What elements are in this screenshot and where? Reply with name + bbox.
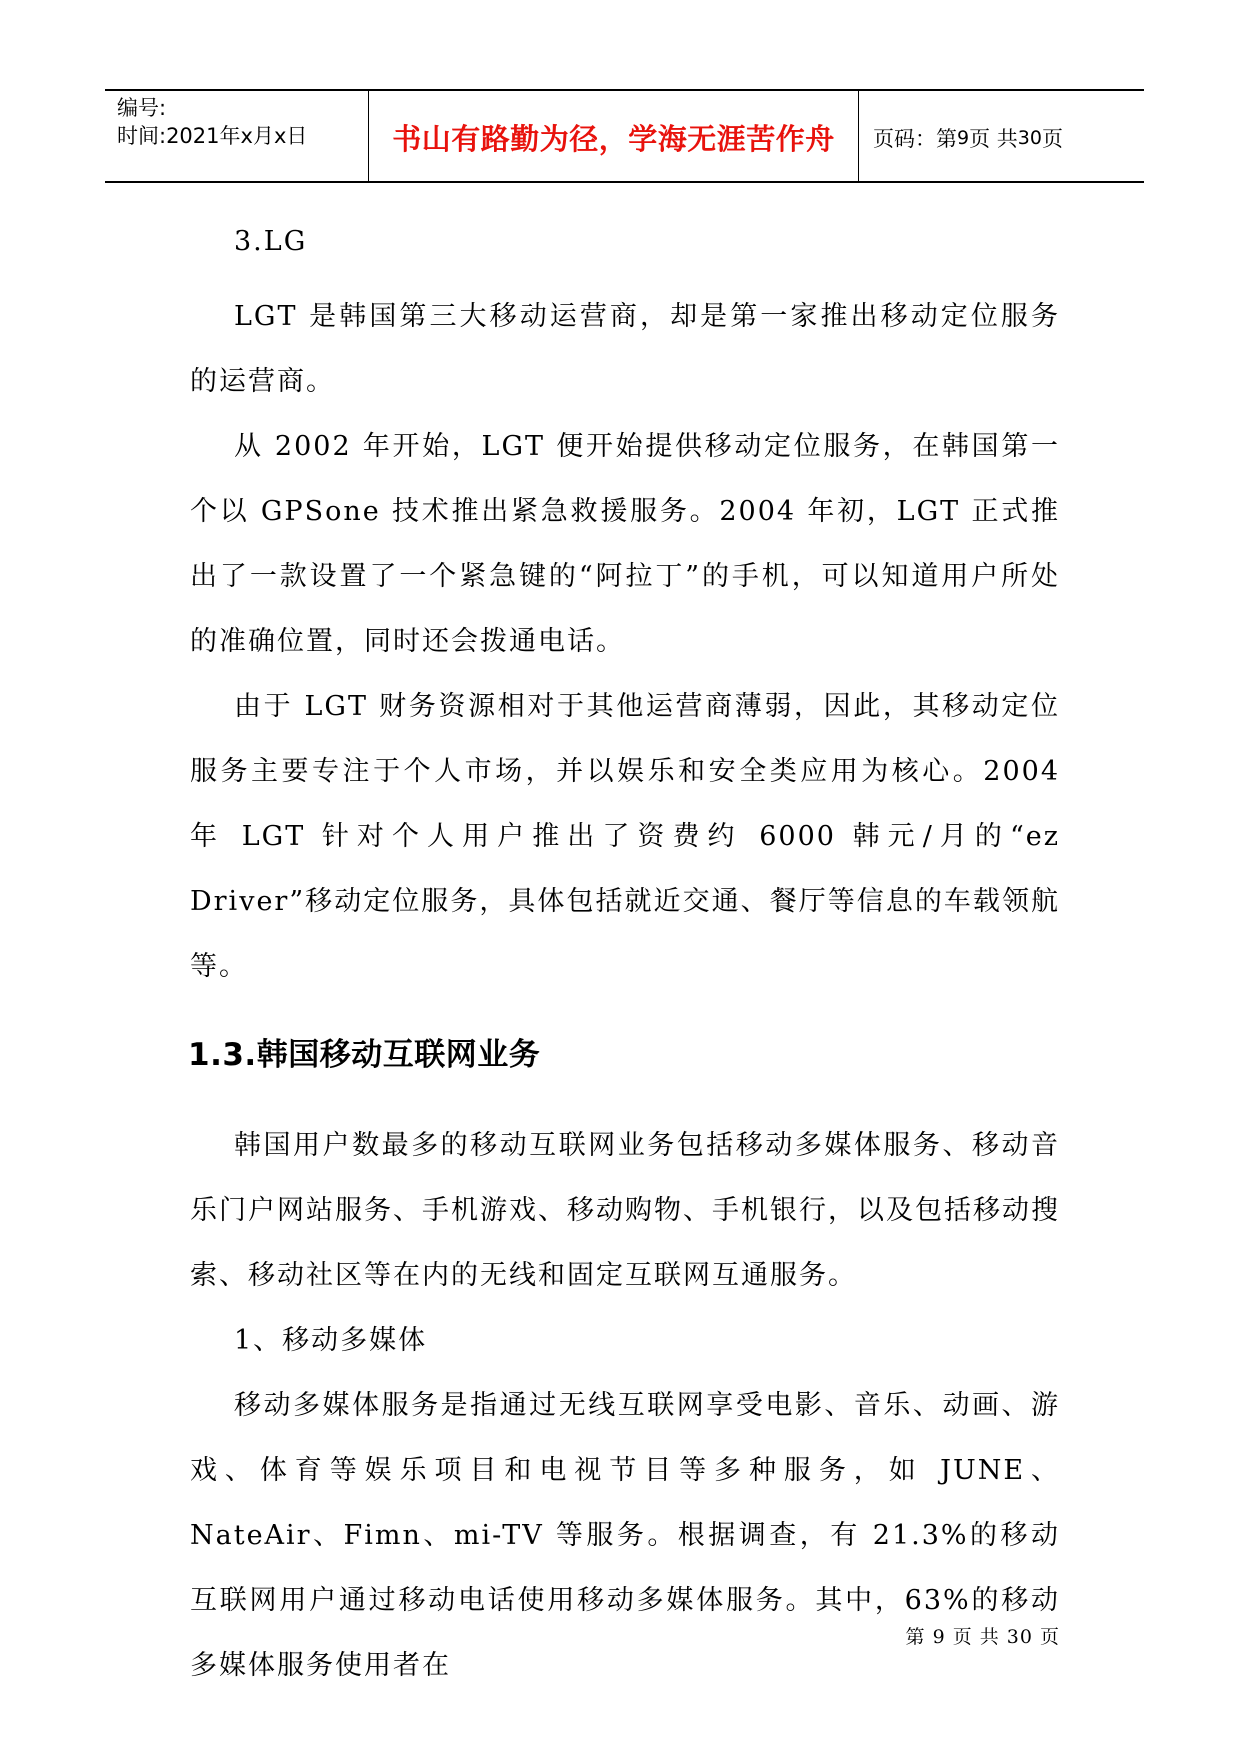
header-page-cell [859, 91, 1144, 181]
page-suffix: 页 [1041, 127, 1063, 151]
section-lg-label: 3.LG [234, 226, 308, 257]
header-info-cell [105, 91, 369, 181]
motto-text: 书山有路勤为径，学海无涯苦作舟 [392, 121, 835, 156]
page-footer: 第 9 页 共 30 页 [905, 1626, 1060, 1648]
page-total: 30 [1017, 127, 1042, 149]
page-prefix: 页码：第 [873, 127, 957, 151]
page-mid: 页 共 [969, 127, 1018, 151]
time-label: 时间:2021年x月x日 [117, 124, 308, 148]
paragraph-multimedia: 移动多媒体服务是指通过无线互联网享受电影、音乐、动画、游戏、体育等娱乐项目和电视节目等多种服务，如 JUNE、NateAir、Fimn、mi-TV 等服务。根据调查，有 21.3%的移动互联网用户通过移动电话使用移动多媒体服务。其中，63%的移动多媒体服务使用者在 [190, 1390, 1060, 1681]
document-body [190, 222, 1060, 1698]
paragraph-mobile-internet: 韩国用户数最多的移动互联网业务包括移动多媒体服务、移动音乐门户网站服务、手机游戏、移动购物、手机银行，以及包括移动搜索、移动社区等在内的无线和固定互联网互通服务。 [190, 1130, 1060, 1291]
serial-label: 编号: [117, 96, 167, 120]
page-number: 9 [957, 127, 970, 149]
paragraph-lgt-intro: LGT 是韩国第三大移动运营商，却是第一家推出移动定位服务的运营商。 [190, 301, 1060, 397]
paragraph-lgt-market: 由于 LGT 财务资源相对于其他运营商薄弱，因此，其移动定位服务主要专注于个人市场，并以娱乐和安全类应用为核心。2004 年 LGT 针对个人用户推出了资费约 6000 韩元/月的“ez Driver”移动定位服务，具体包括就近交通、餐厅等信息的车载领航等。 [190, 691, 1060, 982]
page-header [105, 89, 1144, 183]
list-item-multimedia: 1、移动多媒体 [234, 1325, 428, 1356]
paragraph-lgt-history: 从 2002 年开始，LGT 便开始提供移动定位服务，在韩国第一个以 GPSone 技术推出紧急救援服务。2004 年初，LGT 正式推出了一款设置了一个紧急键的“阿拉丁”的手机，可以知道用户所处的准确位置，同时还会拨通电话。 [190, 431, 1060, 657]
header-motto-cell [369, 91, 859, 181]
section-heading: 1.3.韩国移动互联网业务 [188, 1037, 541, 1073]
